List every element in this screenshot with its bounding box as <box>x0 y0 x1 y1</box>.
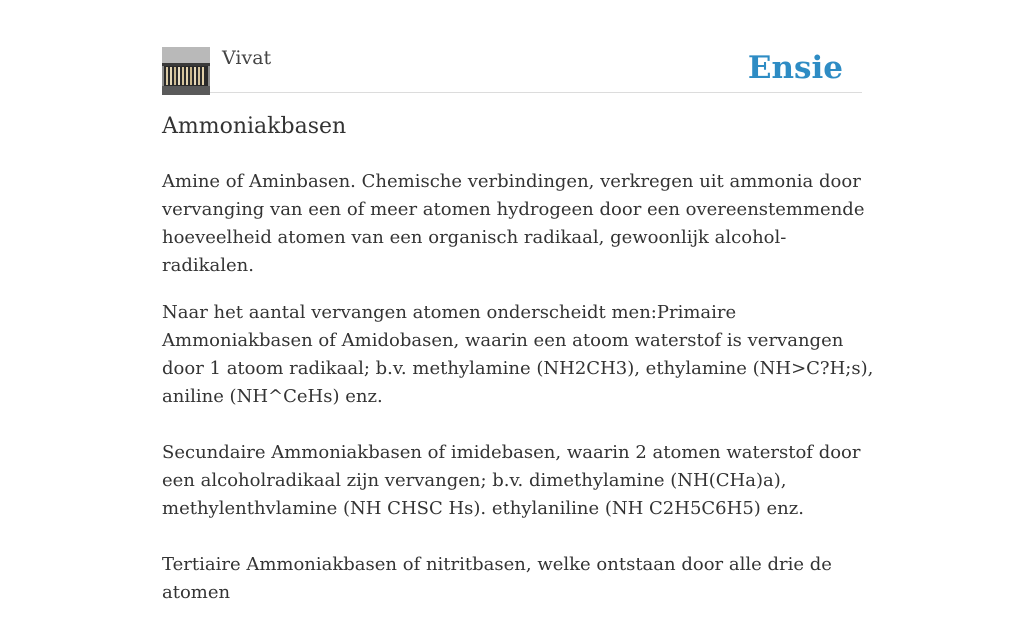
author-name[interactable]: Vivat <box>222 47 272 69</box>
article-paragraph-1: Amine of Aminbasen. Chemische verbindingen, verkregen uit ammonia door vervanging van een of meer atomen hydrogeen door een overeenstemmende hoeveelheid atomen van een organisch radikaal, gewoonlijk alcohol-radikalen. <box>162 171 865 276</box>
article-body <box>162 168 874 626</box>
header <box>162 46 862 93</box>
brand-logo[interactable]: Ensie <box>747 50 843 86</box>
article-title: Ammoniakbasen <box>162 114 347 139</box>
bookshelf-photo-avatar-icon <box>162 47 210 95</box>
avatar[interactable] <box>162 47 210 95</box>
article-paragraph-2: Naar het aantal vervangen atomen onderscheidt men:Primaire Ammoniakbasen of Amidobasen, waarin een atoom waterstof is vervangen door 1 atoom radikaal; b.v. methylamine (NH2CH3), ethylamine (NH>C?H;s), aniline (NH^CeHs) enz. Secundaire Ammoniakbasen of imidebasen, waarin 2 atomen waterstof door een alcoholradikaal zijn vervangen; b.v. dimethylamine (NH(CHa)a), methylenthvlamine (NH CHSC Hs). ethylaniline (NH C2H5C6H5) enz. Tertiaire Ammoniakbasen of nitritbasen, welke ontstaan door alle drie de atomen <box>162 302 874 603</box>
